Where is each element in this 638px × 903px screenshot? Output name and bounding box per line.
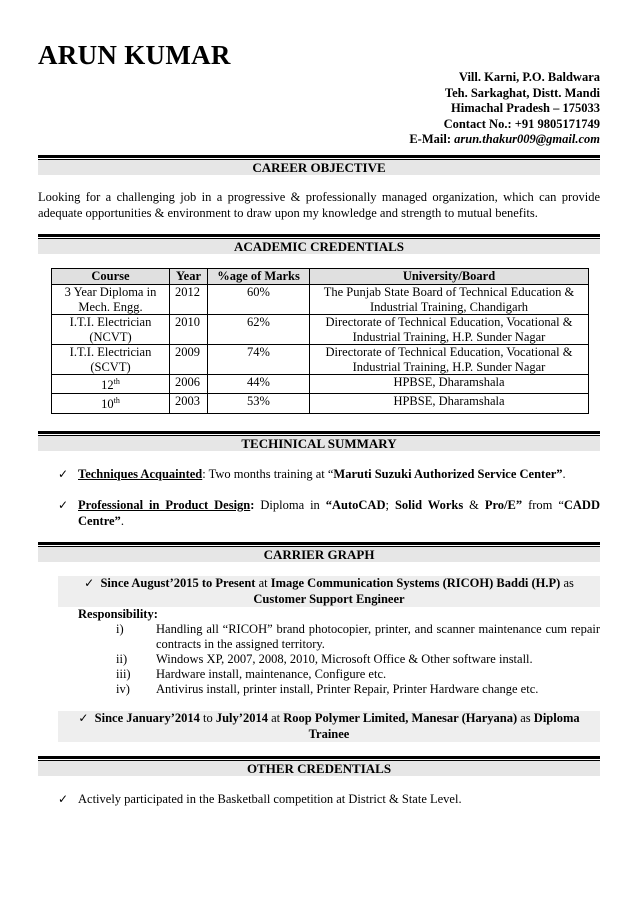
job-entry: ✓ Since August’2015 to Present at Image Communication Systems (RICOH) Baddi (H.P) as Customer Support Engineer	[58, 576, 600, 607]
check-icon: ✓	[58, 792, 69, 806]
board-cell: Directorate of Technical Education, Vocational & Industrial Training, H.P. Sunder Nagar	[310, 345, 589, 375]
marks-cell: 62%	[208, 315, 310, 345]
year-cell: 2006	[170, 375, 208, 394]
board-cell: HPBSE, Dharamshala	[310, 393, 589, 413]
course-cell: I.T.I. Electrician (NCVT)	[52, 315, 170, 345]
table-header-row	[52, 269, 589, 285]
section-title: CAREER OBJECTIVE	[252, 160, 386, 175]
section-header-academic	[38, 234, 600, 252]
candidate-name: ARUN KUMAR	[38, 40, 231, 70]
section-header-other	[38, 756, 600, 774]
course-cell: I.T.I. Electrician (SCVT)	[52, 345, 170, 375]
section-header-career	[38, 542, 600, 560]
responsibility-label: Responsibility:	[78, 607, 158, 621]
objective-text: Looking for a challenging job in a progressive & professionally managed organization, which can provide adequate opportunities & environment to draw upon my knowledge and strength to mutual benefits.	[38, 190, 600, 220]
course-cell: 3 Year Diploma in Mech. Engg.	[52, 285, 170, 315]
section-title: OTHER CREDENTIALS	[246, 761, 392, 776]
job-entry: ✓ Since January’2014 to July’2014 at Roop Polymer Limited, Manesar (Haryana) as Diploma Trainee	[58, 711, 600, 742]
list-item: ✓ Techniques Acquainted: Two months training at “Maruti Suzuki Authorized Service Center”.	[58, 467, 566, 481]
table-row	[52, 315, 589, 345]
list-item: iv) Antivirus install, printer install, Printer Repair, Printer Hardware change etc.	[116, 682, 539, 696]
table-row	[52, 375, 589, 394]
section-header-technical	[38, 431, 600, 449]
course-cell: 12th	[52, 375, 170, 394]
list-item: i) Handling all “RICOH” brand photocopier, printer, and scanner maintenance cum repair contracts in the assigned territory.	[116, 622, 600, 651]
address-line: Vill. Karni, P.O. Baldwara	[458, 70, 600, 84]
check-icon: ✓	[58, 467, 69, 481]
column-header: Course	[52, 269, 170, 285]
check-icon: ✓	[58, 498, 69, 512]
email-address[interactable]: arun.thakur009@gmail.com	[454, 132, 600, 146]
table-row	[52, 285, 589, 315]
check-icon: ✓	[78, 711, 89, 725]
marks-cell: 60%	[208, 285, 310, 315]
section-title: TECHINICAL SUMMARY	[241, 436, 397, 451]
address-line: Himachal Pradesh – 175033	[451, 101, 600, 115]
year-cell: 2003	[170, 393, 208, 413]
column-header: %age of Marks	[208, 269, 310, 285]
list-item: iii) Hardware install, maintenance, Configure etc.	[116, 667, 387, 681]
table-row	[52, 345, 589, 375]
list-item: ✓ Actively participated in the Basketball competition at District & State Level.	[58, 792, 462, 806]
section-title: CARRIER GRAPH	[263, 547, 375, 562]
marks-cell: 74%	[208, 345, 310, 375]
academic-table	[51, 268, 589, 414]
address-line: Teh. Sarkaghat, Distt. Mandi	[444, 85, 600, 100]
email-line	[409, 132, 600, 148]
year-cell: 2009	[170, 345, 208, 375]
list-item: ii) Windows XP, 2007, 2008, 2010, Microsoft Office & Other software install.	[116, 652, 533, 666]
course-cell: 10th	[52, 393, 170, 413]
section-title: ACADEMIC CREDENTIALS	[233, 239, 405, 254]
address-block	[409, 70, 600, 148]
marks-cell: 44%	[208, 375, 310, 394]
board-cell: The Punjab State Board of Technical Education & Industrial Training, Chandigarh	[310, 285, 589, 315]
list-item: ✓ Professional in Product Design: Diploma in “AutoCAD; Solid Works & Pro/E” from “CADD Centre”.	[58, 498, 600, 528]
board-cell: HPBSE, Dharamshala	[310, 375, 589, 394]
column-header: University/Board	[310, 269, 589, 285]
column-header: Year	[170, 269, 208, 285]
marks-cell: 53%	[208, 393, 310, 413]
check-icon: ✓	[84, 576, 95, 590]
year-cell: 2010	[170, 315, 208, 345]
table-row	[52, 393, 589, 413]
year-cell: 2012	[170, 285, 208, 315]
contact-number: Contact No.: +91 9805171749	[443, 116, 600, 131]
board-cell: Directorate of Technical Education, Vocational & Industrial Training, H.P. Sunder Nagar	[310, 315, 589, 345]
email-label: E-Mail:	[409, 132, 452, 146]
section-header-objective	[38, 155, 600, 173]
